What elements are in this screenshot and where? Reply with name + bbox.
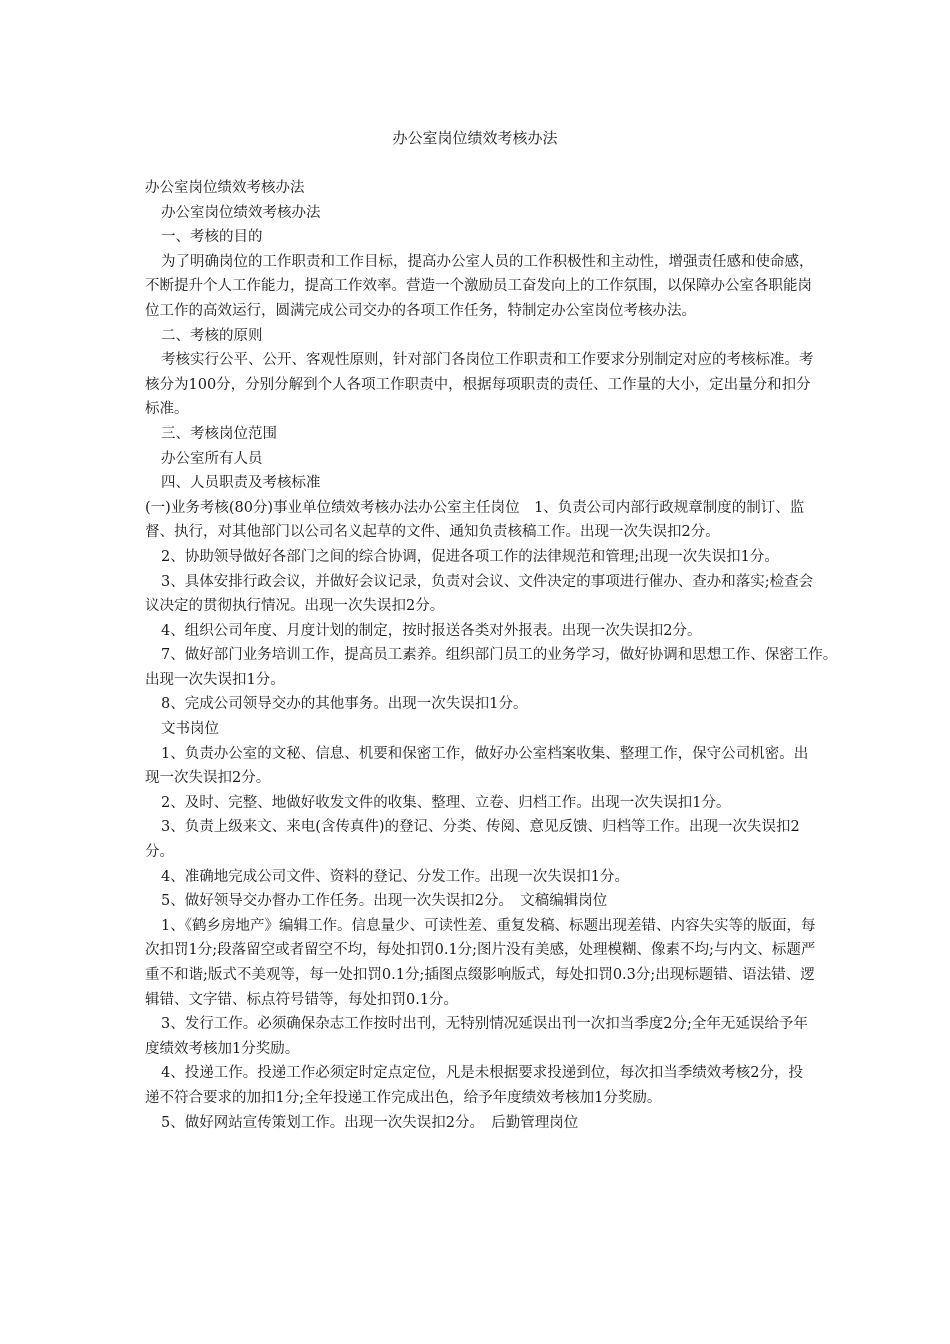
paragraph: 4、准确地完成公司文件、资料的登记、分发工作。出现一次失误扣1分。 bbox=[161, 868, 629, 885]
paragraph: 考核实行公平、公开、客观性原则，针对部门各岗位工作职责和工作要求分别制定对应的考核标准。考核分为100分，分别分解到个人各项工作职责中，根据每项职责的责任、工作量的大小，定出量分和扣分标准。 bbox=[145, 352, 814, 418]
paragraph: 二、考核的原则 bbox=[161, 327, 263, 344]
paragraph: 一、考核的目的 bbox=[161, 229, 263, 246]
paragraph: 为了明确岗位的工作职责和工作目标，提高办公室人员的工作积极性和主动性，增强责任感和使命感，不断提升个人工作能力，提高工作效率。营造一个激励员工奋发向上的工作氛围，以保障办公室各职能岗位工作的高效运行，圆满完成公司交办的各项工作任务，特制定办公室岗位考核办法。 bbox=[145, 253, 814, 319]
paragraph: 7、做好部门业务培训工作，提高员工素养。组织部门员工的业务学习，做好协调和思想工作、保密工作。出现一次失误扣1分。 bbox=[145, 647, 838, 688]
paragraph: 文书岗位 bbox=[161, 721, 219, 738]
paragraph: 2、及时、完整、地做好收发文件的收集、整理、立卷、归档工作。出现一次失误扣1分。 bbox=[161, 794, 731, 811]
paragraph: (一)业务考核(80分)事业单位绩效考核办法办公室主任岗位 1、负责公司内部行政规章制度的制订、监督、执行，对其他部门以公司名义起草的文件、通知负责核稿工作。出现一次失误扣2分。 bbox=[145, 499, 805, 541]
paragraph: 3、发行工作。必须确保杂志工作按时出刊，无特别情况延误出刊一次扣当季度2分;全年无延误给予年度绩效考核加1分奖励。 bbox=[145, 1016, 808, 1057]
paragraph: 3、具体安排行政会议，并做好会议记录，负责对会议、文件决定的事项进行催办、查办和落实;检查会议决定的贯彻执行情况。出现一次失误扣2分。 bbox=[145, 573, 814, 615]
paragraph: 5、做好领导交办督办工作任务。出现一次失误扣2分。 文稿编辑岗位 bbox=[161, 893, 608, 910]
document-title: 办公室岗位绩效考核办法 bbox=[392, 129, 558, 147]
paragraph: 四、人员职责及考核标准 bbox=[161, 475, 321, 492]
paragraph: 5、做好网站宣传策划工作。出现一次失误扣2分。 后勤管理岗位 bbox=[161, 1114, 579, 1131]
document-body bbox=[145, 176, 838, 1135]
paragraph: 4、组织公司年度、月度计划的制定，按时报送各类对外报表。出现一次失误扣2分。 bbox=[161, 622, 702, 639]
paragraph: 2、协助领导做好各部门之间的综合协调，促进各项工作的法律规范和管理;出现一次失误扣1分。 bbox=[161, 548, 779, 565]
paragraph: 1、负责办公室的文秘、信息、机要和保密工作，做好办公室档案收集、整理工作，保守公司机密。出现一次失误扣2分。 bbox=[145, 745, 809, 787]
paragraph: 办公室岗位绩效考核办法 bbox=[145, 180, 305, 196]
paragraph: 8、完成公司领导交办的其他事务。出现一次失误扣1分。 bbox=[161, 696, 528, 713]
paragraph: 办公室所有人员 bbox=[161, 450, 263, 467]
paragraph: 办公室岗位绩效考核办法 bbox=[161, 204, 321, 221]
paragraph: 4、投递工作。投递工作必须定时定点定位，凡是未根据要求投递到位，每次扣当季绩效考核2分，投递不符合要求的加扣1分;全年投递工作完成出色，给予年度绩效考核加1分奖励。 bbox=[145, 1065, 803, 1106]
paragraph: 1、《鹤乡房地产》编辑工作。信息量少、可读性差、重复发稿、标题出现差错、内容失实等的版面，每次扣罚1分;段落留空或者留空不均，每处扣罚0.1分;图片没有美感，处理模糊、像素不均;与内文、标题严重不和谐;版式不美观等，每一处扣罚0.1分;插图点缀影响版式，每处扣罚0.3分;出现标题错、语法错、逻辑错、文字错、标点符号错等，每处扣罚0.1分。 bbox=[145, 917, 816, 1008]
paragraph: 3、负责上级来文、来电(含传真件)的登记、分类、传阅、意见反馈、归档等工作。出现一次失误扣2分。 bbox=[145, 819, 800, 861]
paragraph: 三、考核岗位范围 bbox=[161, 425, 277, 442]
